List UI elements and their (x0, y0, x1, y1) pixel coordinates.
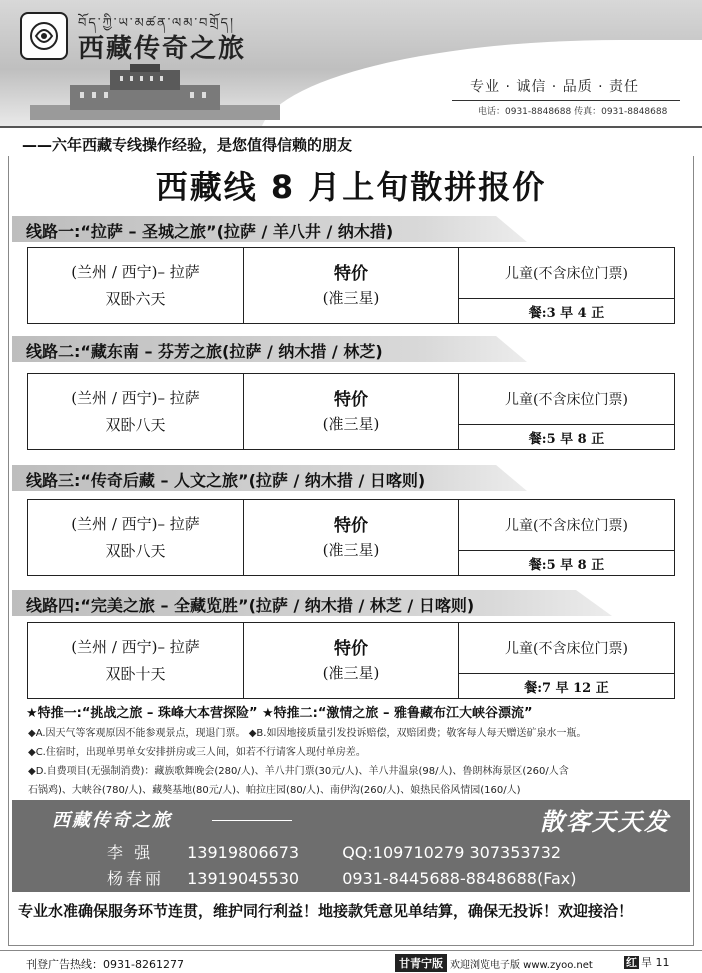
route-3-meal: 餐:5 早 8 正 (528, 557, 605, 573)
contact-slogan: 散客天天发 (540, 807, 670, 836)
route-3-from: (兰州 / 西宁)– 拉萨 (71, 514, 200, 533)
route-2-meal: 餐:5 早 8 正 (528, 431, 605, 447)
route-4-price-table (27, 622, 675, 699)
page-footer (0, 950, 702, 973)
route-4-special: 特价 (334, 638, 368, 659)
note-ab: ◆A.因天气等客观原因不能参观景点，现退门票。 ◆B.如因地接质量引发投诉赔偿，双赔团费；敬客每人每天赠送矿泉水一瓶。 (28, 728, 587, 739)
route-3-special: 特价 (334, 515, 368, 536)
tagline: ——六年西藏专线操作经验，是您值得信赖的朋友 (22, 136, 353, 154)
route-3-price (244, 500, 459, 575)
route-1-itinerary (28, 248, 244, 323)
contact-qq: QQ:109710279 307353732 (342, 843, 562, 862)
route-3-duration: 双卧八天 (105, 541, 166, 560)
motto-divider (452, 100, 680, 101)
route-3-grade: (准三星) (322, 540, 380, 559)
page-title: 西藏线 8 月上旬散拼报价 (155, 168, 547, 206)
route-1-duration: 双卧六天 (105, 289, 166, 308)
route-2-extras (459, 374, 674, 449)
contact-phone-fax[interactable]: 0931-8445688-8848688(Fax) (342, 869, 577, 888)
route-2-from: (兰州 / 西宁)– 拉萨 (71, 388, 200, 407)
publisher-badge: 甘青宁版 (395, 954, 447, 972)
route-4-grade: (准三星) (322, 663, 380, 682)
note-d: ◆D.自费项目(无强制消费)：藏族歌舞晚会(280/人)、羊八井门票(30元/人)、羊八井温泉(98/人)、鲁朗林海景区(260/人含 (28, 766, 569, 777)
contact-name-1: 李 强 (107, 843, 154, 862)
tibetan-brand-text: བོད་ཀྱི་ཡ་མཚན་ལམ་བགྲོད། (78, 16, 235, 31)
contact-brand-rule (212, 820, 292, 821)
route-1-price-table (27, 247, 675, 324)
route-4-price (244, 623, 459, 698)
page-number-text: 旱 11 (641, 956, 670, 969)
page-number (624, 954, 670, 970)
route-2-duration: 双卧八天 (105, 415, 166, 434)
contact-row-1 (107, 840, 561, 863)
route-1-meal: 餐:3 早 4 正 (528, 305, 605, 321)
route-4-itinerary (28, 623, 244, 698)
bottom-slogan: 专业水准确保服务环节连贯，维护同行利益！地接款凭意见单结算，确保无投诉！欢迎接洽！ (18, 902, 634, 920)
brand-logo-icon (20, 12, 68, 60)
route-2-price (244, 374, 459, 449)
route-2-price-table (27, 373, 675, 450)
route-3-price-table (27, 499, 675, 576)
header-phones: 电话：0931-8848688 传真：0931-8848688 (478, 107, 668, 117)
route-2-title: 线路二:“藏东南 – 芬芳之旅(拉萨 / 纳木措 / 林芝) (26, 342, 383, 361)
note-d-continued: 石锅鸡)、大峡谷(780/人)、藏獒基地(80元/人)、帕拉庄园(80/人)、南伊沟(260/人)、娘热民俗风情园(160/人) (28, 785, 521, 796)
potala-palace-image (30, 60, 280, 120)
site-link[interactable]: 欢迎浏览电子版 www.zyoo.net (450, 960, 593, 971)
route-1-price (244, 248, 459, 323)
route-3-itinerary (28, 500, 244, 575)
route-4-child: 儿童(不含床位门票) (459, 623, 674, 674)
header-banner (0, 0, 702, 128)
contact-name-2: 杨春丽 (107, 869, 165, 888)
route-1-child: 儿童(不含床位门票) (459, 248, 674, 299)
contact-band (12, 800, 690, 892)
ad-hotline: 刊登广告热线：0931-8261277 (26, 958, 184, 971)
route-2-child: 儿童(不含床位门票) (459, 374, 674, 425)
route-3-extras (459, 500, 674, 575)
route-1-extras (459, 248, 674, 323)
route-3-child: 儿童(不含床位门票) (459, 500, 674, 551)
route-4-from: (兰州 / 西宁)– 拉萨 (71, 637, 200, 656)
page-tag: 红 (626, 956, 637, 969)
contact-row-2 (107, 866, 576, 889)
route-3-title: 线路三:“传奇后藏 – 人文之旅”(拉萨 / 纳木措 / 日喀则) (26, 471, 426, 490)
route-2-special: 特价 (334, 389, 368, 410)
route-4-duration: 双卧十天 (105, 664, 166, 683)
route-4-extras (459, 623, 674, 698)
contact-mobile-2[interactable]: 13919045530 (187, 869, 300, 888)
route-2-itinerary (28, 374, 244, 449)
note-c: ◆C.住宿时，出现单男单女安排拼房或三人间，如若不行请客人现付单房差。 (28, 747, 366, 758)
special-recommendations: ★特推一:“挑战之旅 – 珠峰大本营探险” ★特推二:“激情之旅 – 雅鲁藏布江大峡谷漂流” (26, 706, 533, 721)
route-2-grade: (准三星) (322, 414, 380, 433)
contact-brand: 西藏传奇之旅 (52, 810, 172, 831)
route-1-title: 线路一:“拉萨 – 圣城之旅”(拉萨 / 羊八井 / 纳木措) (26, 222, 394, 241)
contact-mobile-1[interactable]: 13919806673 (187, 843, 300, 862)
route-1-from: (兰州 / 西宁)– 拉萨 (71, 262, 200, 281)
brand-motto: 专业 · 诚信 · 品质 · 责任 (470, 79, 640, 95)
notes-list (28, 724, 678, 800)
route-4-title: 线路四:“完美之旅 – 全藏览胜”(拉萨 / 纳木措 / 林芝 / 日喀则) (26, 596, 475, 615)
brand-name: 西藏传奇之旅 (78, 34, 247, 64)
route-4-meal: 餐:7 早 12 正 (524, 680, 609, 696)
route-1-special: 特价 (334, 263, 368, 284)
route-1-grade: (准三星) (322, 288, 380, 307)
